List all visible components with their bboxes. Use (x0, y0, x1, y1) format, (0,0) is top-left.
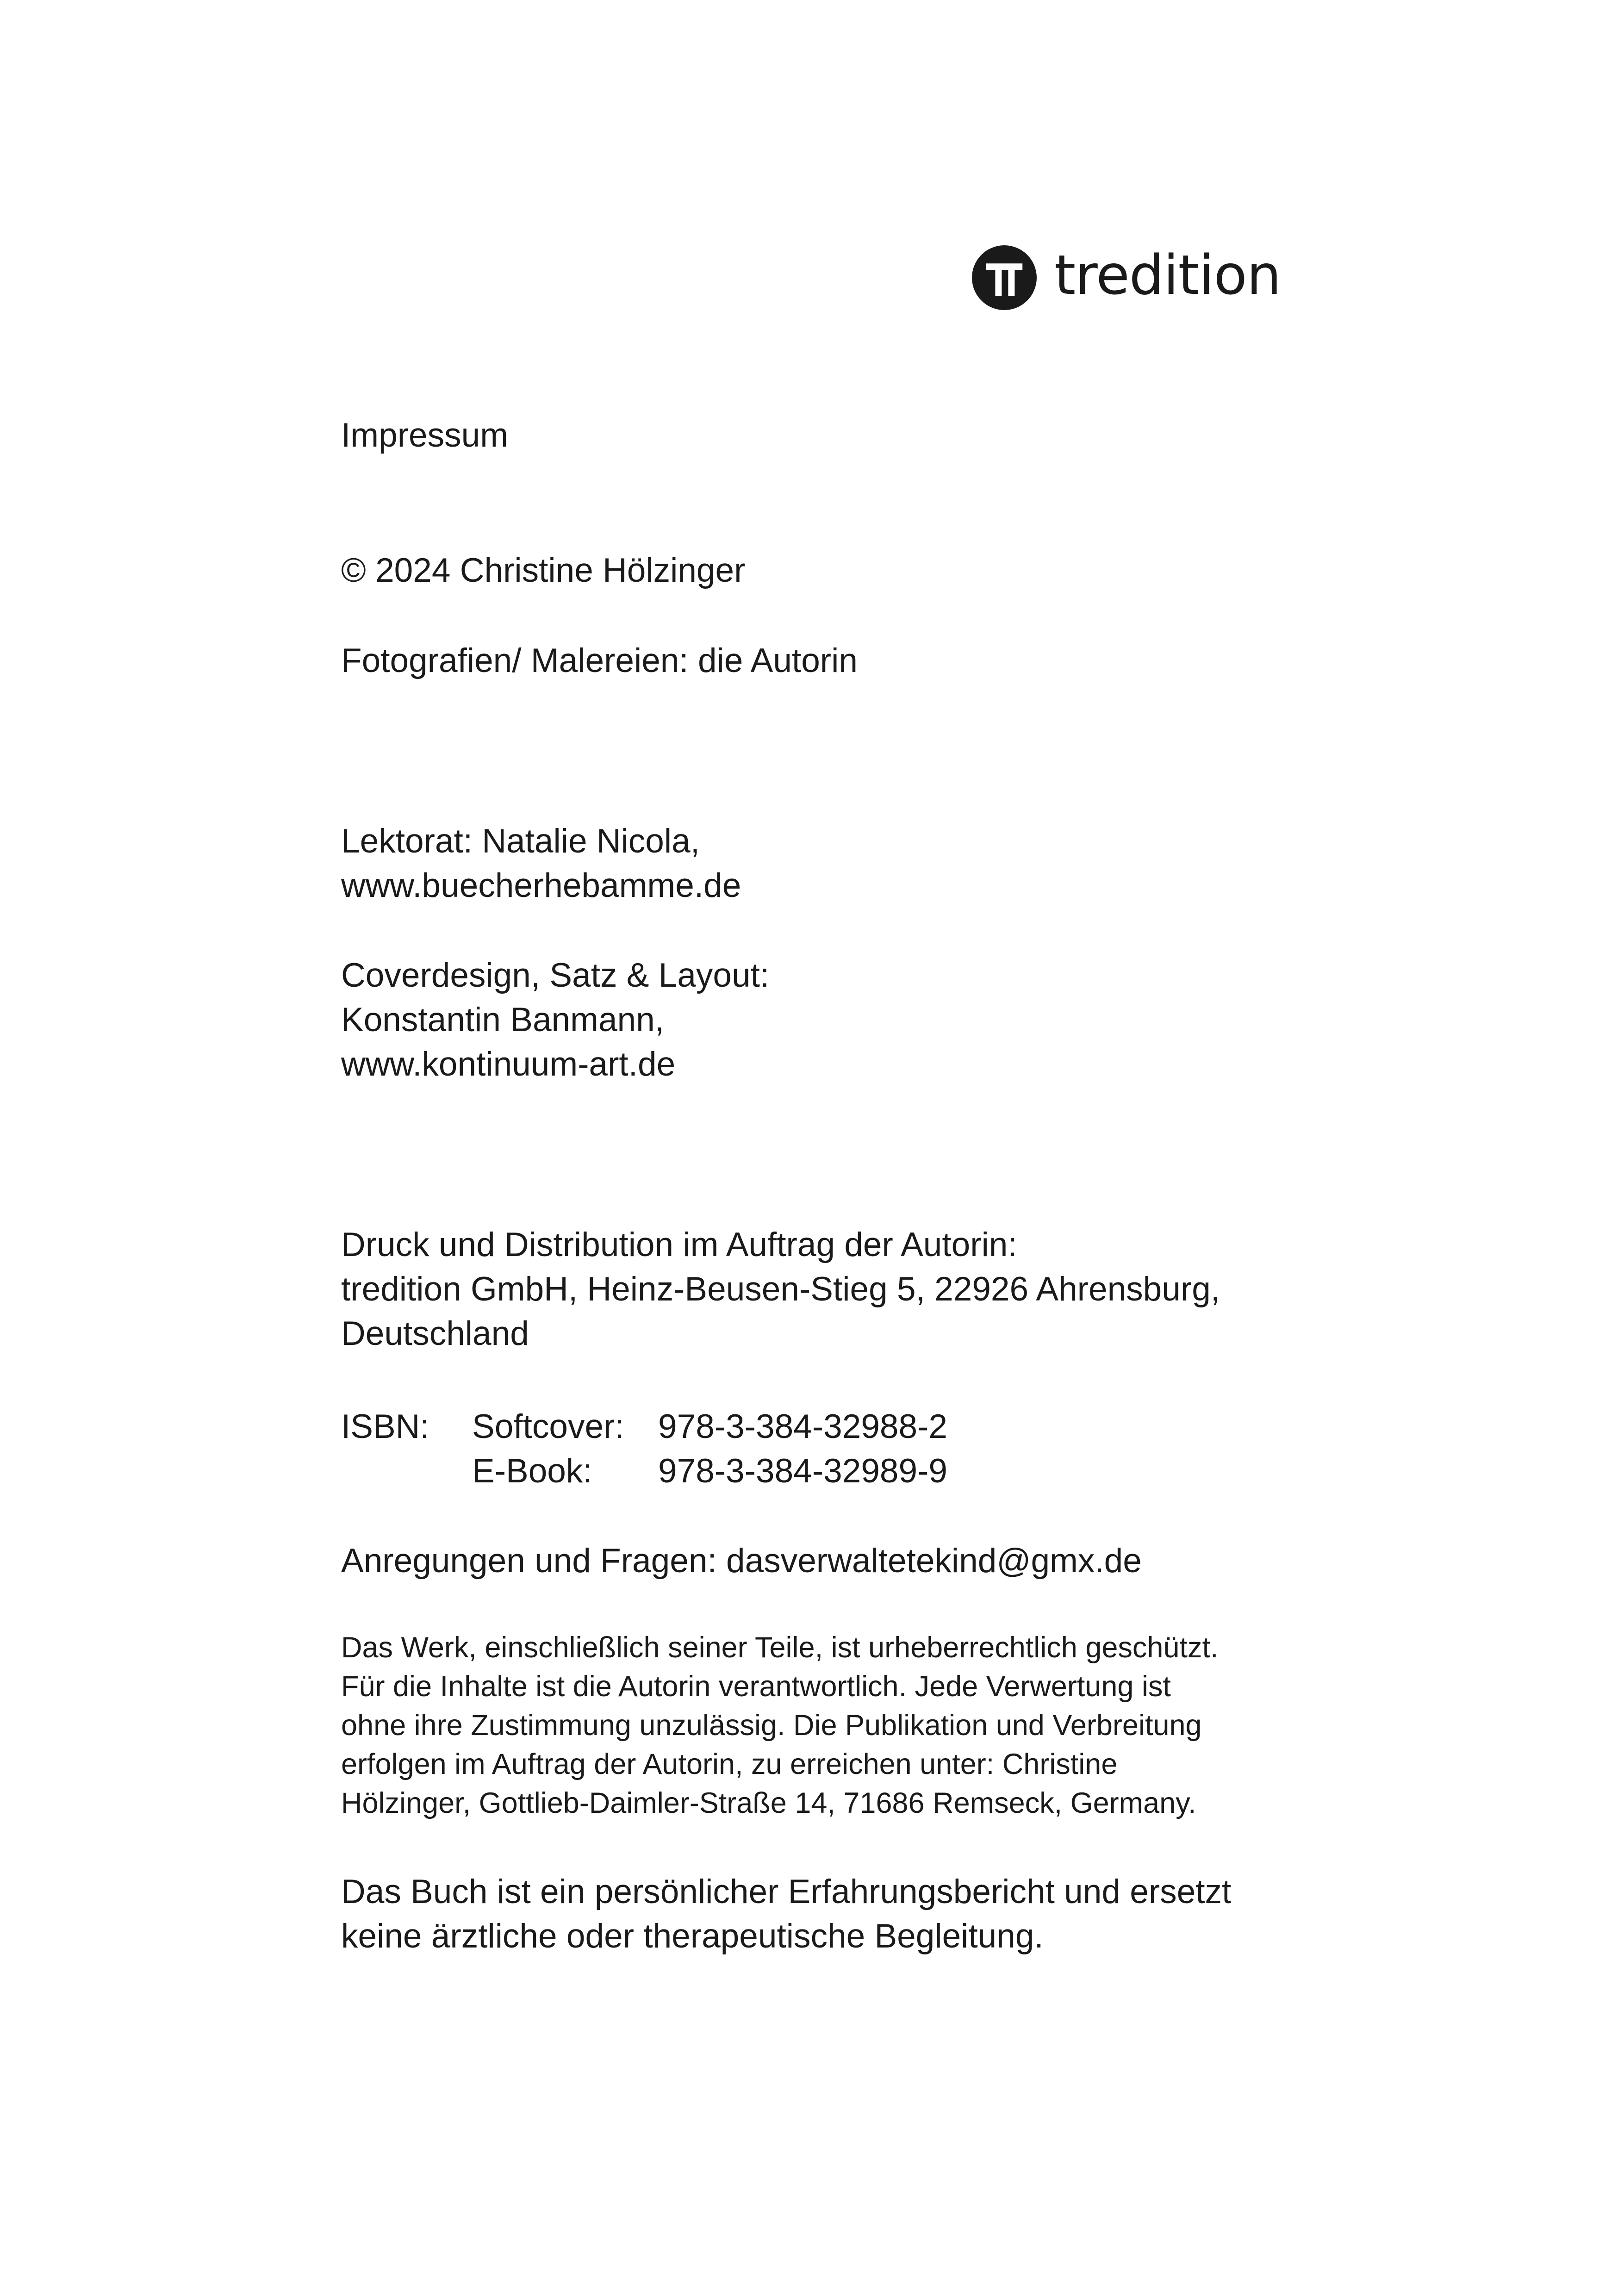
legal-line: Für die Inhalte ist die Autorin verantwortlich. Jede Verwertung ist (341, 1670, 1171, 1703)
isbn-number: 978-3-384-32989-9 (658, 1452, 948, 1490)
isbn-block (341, 1405, 947, 1493)
editing-credit (341, 819, 741, 908)
isbn-row (341, 1449, 947, 1493)
print-line-1: Druck und Distribution im Auftrag der Autorin: (341, 1226, 1017, 1263)
contact-line: Anregungen und Fragen: dasverwaltetekind@gmx.de (341, 1542, 1142, 1580)
publisher-logo (972, 243, 1281, 312)
tredition-logo-icon (972, 245, 1037, 310)
legal-line: ohne ihre Zustimmung unzulässig. Die Publikation und Verbreitung (341, 1709, 1202, 1742)
logo-wordmark: tredition (1054, 243, 1281, 307)
design-credit-line: Coverdesign, Satz & Layout: (341, 957, 770, 994)
disclaimer (341, 1870, 1231, 1959)
isbn-format: Softcover: (472, 1408, 624, 1445)
designer-name: Konstantin Banmann, (341, 1001, 665, 1039)
photos-credit: Fotografien/ Malereien: die Autorin (341, 642, 858, 679)
editing-website: www.buecherhebamme.de (341, 867, 741, 904)
isbn-row (341, 1405, 947, 1449)
legal-line: Das Werk, einschließlich seiner Teile, ist urheberrechtlich geschützt. (341, 1631, 1219, 1664)
designer-website: www.kontinuum-art.de (341, 1045, 676, 1083)
print-line-3: Deutschland (341, 1315, 529, 1352)
legal-notice (341, 1628, 1218, 1823)
editing-credit-line: Lektorat: Natalie Nicola, (341, 822, 700, 860)
disclaimer-line-1: Das Buch ist ein persönlicher Erfahrungsbericht und ersetzt (341, 1873, 1232, 1910)
legal-line: Hölzinger, Gottlieb-Daimler-Straße 14, 71686 Remseck, Germany. (341, 1787, 1196, 1819)
print-line-2: tredition GmbH, Heinz-Beusen-Stieg 5, 22926 Ahrensburg, (341, 1270, 1220, 1308)
print-distribution (341, 1223, 1220, 1356)
design-credit (341, 953, 769, 1087)
isbn-label: ISBN: (341, 1408, 429, 1445)
copyright-line: © 2024 Christine Hölzinger (341, 552, 746, 589)
isbn-format: E-Book: (472, 1452, 592, 1490)
isbn-number: 978-3-384-32988-2 (658, 1408, 948, 1445)
isbn-label-spacer (341, 1449, 472, 1493)
imprint-heading: Impressum (341, 417, 509, 454)
legal-line: erfolgen im Auftrag der Autorin, zu erreichen unter: Christine (341, 1748, 1118, 1780)
disclaimer-line-2: keine ärztliche oder therapeutische Begleitung. (341, 1917, 1044, 1955)
